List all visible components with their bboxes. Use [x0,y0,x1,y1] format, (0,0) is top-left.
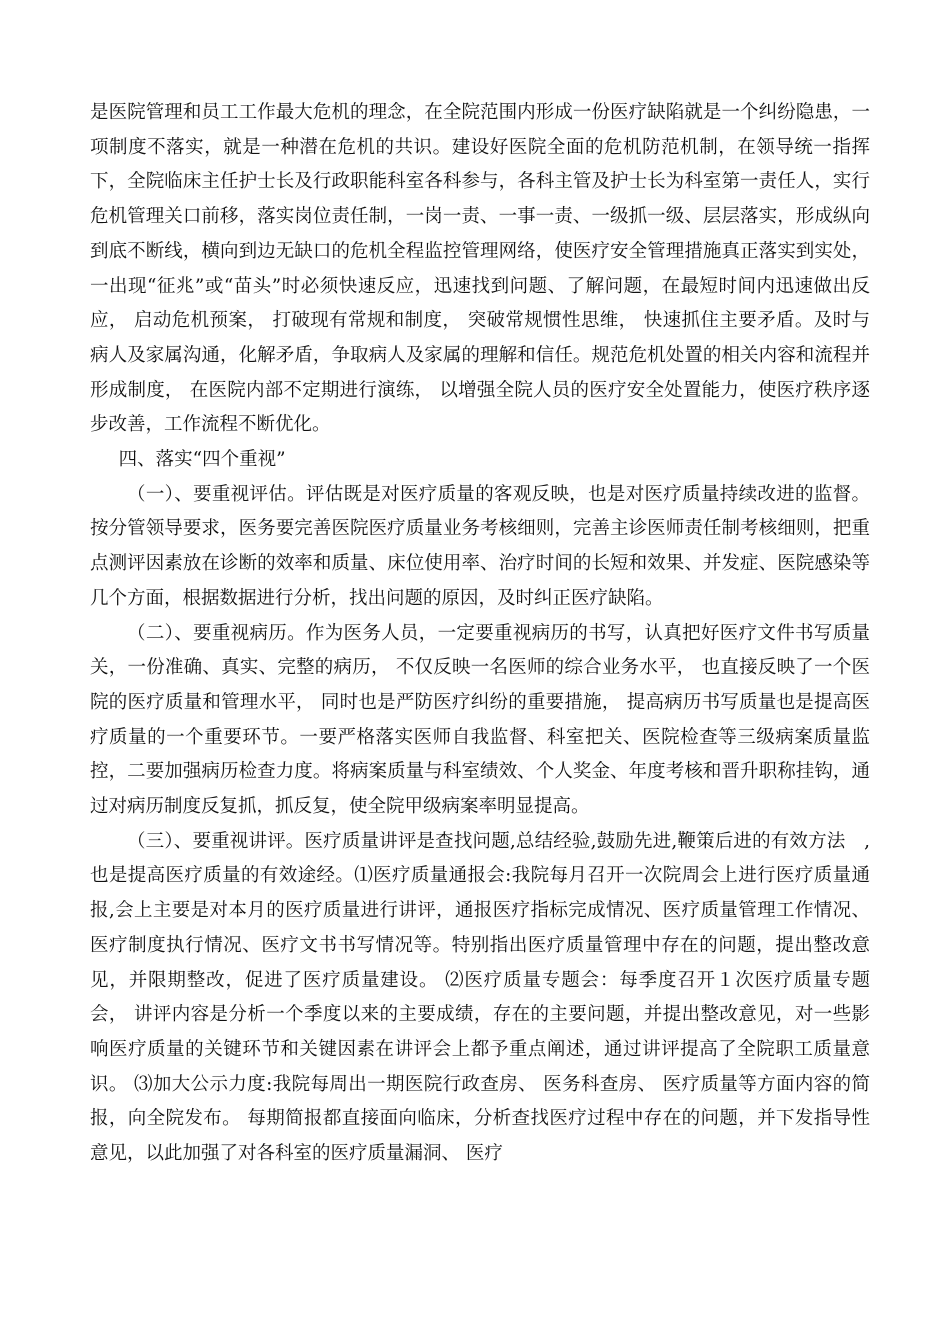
document-body [90,96,870,1172]
paragraph-quality-review: （三）、要重视讲评。医疗质量讲评是查找问题,总结经验,鼓励先进,鞭策后进的有效方法 ,也是提高医疗质量的有效途经。⑴医疗质量通报会:我院每月召开一次院周会上进行医疗质量通报,会上主要是对本月的医疗质量进行讲评，通报医疗指标完成情况、医疗质量管理工作情况、医疗制度执行情况、医疗文书书写情况等。特别指出医疗质量管理中存在的问题，提出整改意见，并限期整改，促进了医疗质量建设。 ⑵医疗质量专题会：每季度召开１次医疗质量专题会， 讲评内容是分析一个季度以来的主要成绩，存在的主要问题，并提出整改意见，对一些影响医疗质量的关键环节和关键因素在讲评会上都予重点阐述，通过讲评提高了全院职工质量意识。 ⑶加大公示力度:我院每周出一期医院行政查房、 医务科查房、 医疗质量等方面内容的简报，向全院发布。 每期简报都直接面向临床，分析查找医疗过程中存在的问题，并下发指导性意见，以此加强了对各科室的医疗质量漏洞、 医疗 [90,830,870,1165]
paragraph-crisis-management-continuation: 是医院管理和员工工作最大危机的理念，在全院范围内形成一份医疗缺陷就是一个纠纷隐患，一项制度不落实，就是一种潜在危机的共识。建设好医院全面的危机防范机制，在领导统一指挥下，全院临床主任护士长及行政职能科室各科参与，各科主管及护士长为科室第一责任人，实行危机管理关口前移，落实岗位责任制，一岗一责、一事一责、一级抓一级、层层落实，形成纵向到底不断线，横向到边无缺口的危机全程监控管理网络，使医疗安全管理措施真正落实到实处，一出现“征兆”或“苗头”时必须快速反应，迅速找到问题、了解问题，在最短时间内迅速做出反应， 启动危机预案， 打破现有常规和制度， 突破常规惯性思维， 快速抓住主要矛盾。及时与病人及家属沟通，化解矛盾，争取病人及家属的理解和信任。规范危机处置的相关内容和流程并形成制度， 在医院内部不定期进行演练， 以增强全院人员的医疗安全处置能力，使医疗秩序逐步改善，工作流程不断优化。 [90,102,870,436]
paragraph-medical-records: （二）、要重视病历。作为医务人员，一定要重视病历的书写，认真把好医疗文件书写质量关，一份准确、真实、完整的病历， 不仅反映一名医师的综合业务水平， 也直接反映了一个医院的医疗质量和管理水平， 同时也是严防医疗纠纷的重要措施， 提高病历书写质量也是提高医疗质量的一个重要环节。一要严格落实医师自我监督、科室把关、医院检查等三级病案质量监控，二要加强病历检查力度。将病案质量与科室绩效、个人奖金、年度考核和晋升职称挂钩，通过对病历制度反复抓，抓反复，使全院甲级病案率明显提高。 [90,622,870,818]
paragraph-evaluation: （一）、要重视评估。评估既是对医疗质量的客观反映，也是对医疗质量持续改进的监督。按分管领导要求，医务要完善医院医疗质量业务考核细则，完善主诊医师责任制考核细则，把重点测评因素放在诊断的效率和质量、床位使用率、治疗时间的长短和效果、并发症、医院感染等几个方面，根据数据进行分析，找出问题的原因，及时纠正医疗缺陷。 [90,483,870,609]
section-heading-four-priorities: 四、落实“四个重视” [118,449,286,471]
